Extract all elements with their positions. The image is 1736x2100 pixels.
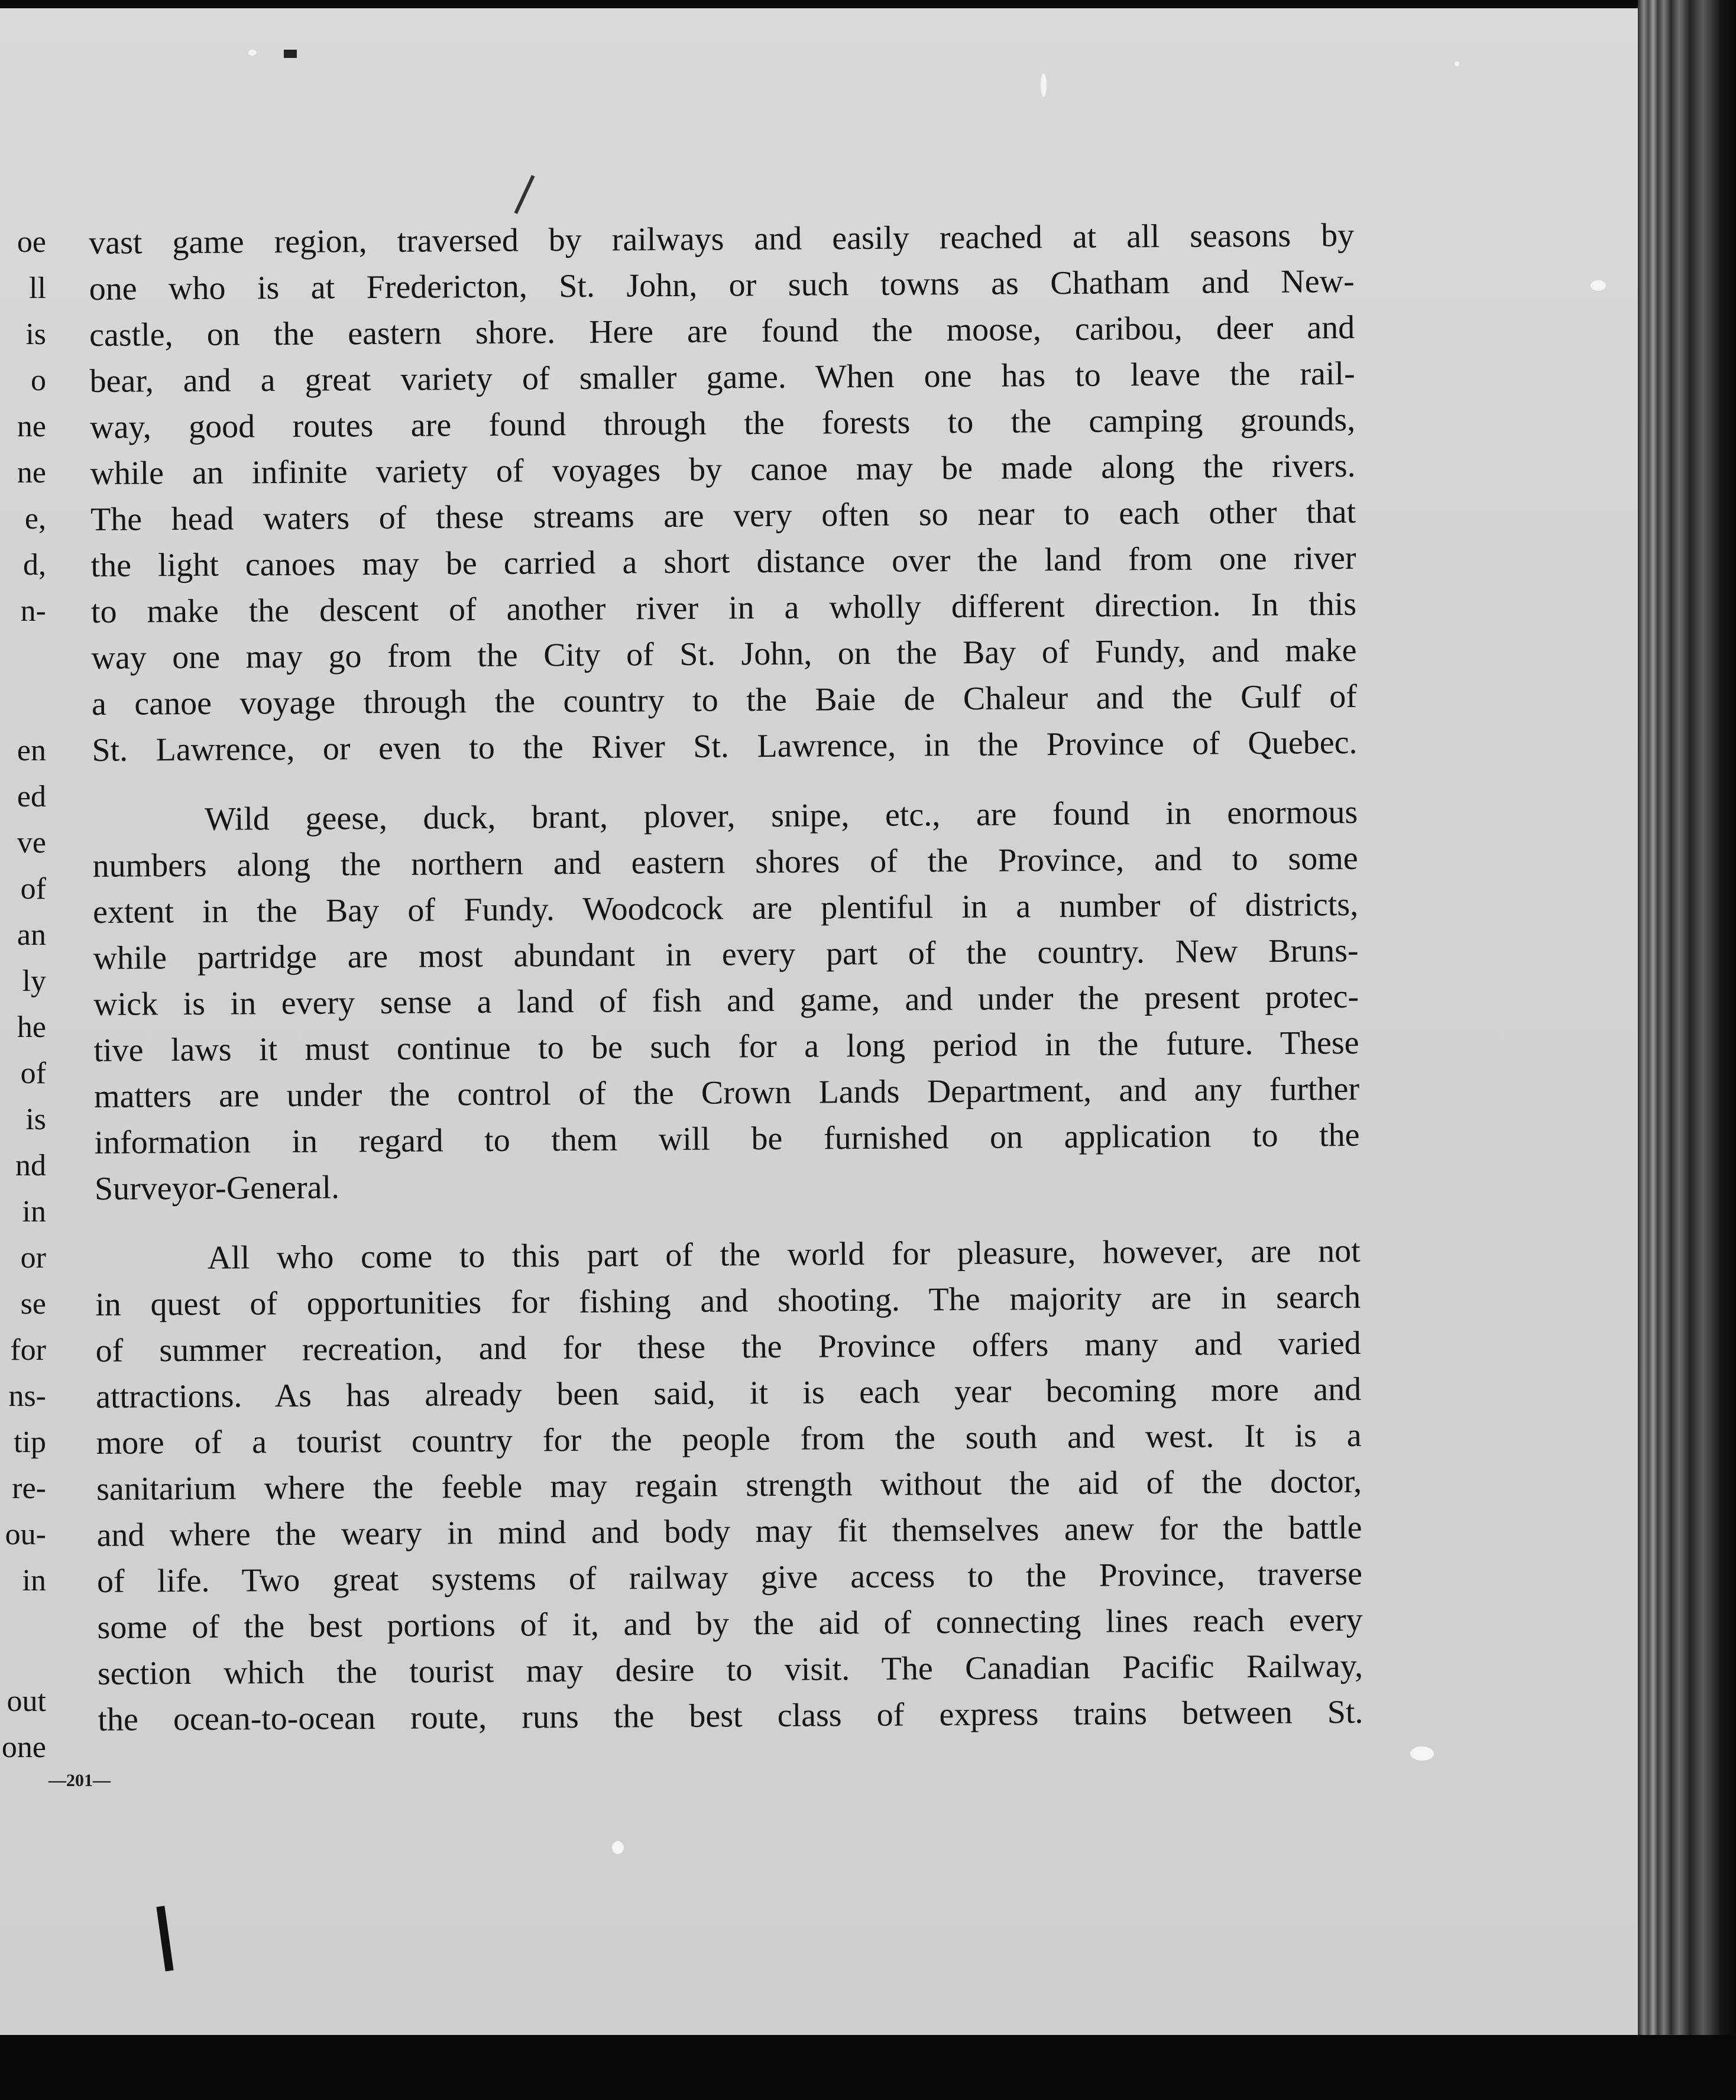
text-line: vast game region, traversed by railways and easily reached at all seasons by	[89, 216, 1355, 261]
paragraph	[89, 212, 1358, 773]
left-fragment: out	[7, 1684, 46, 1718]
left-fragment: he	[17, 1010, 46, 1044]
left-fragment: e,	[24, 502, 46, 536]
body-text	[89, 212, 1363, 1743]
left-fragment: d,	[23, 548, 46, 582]
left-fragment: o	[31, 364, 46, 397]
text-line: more of a tourist country for the people from the south and west. It is a	[96, 1417, 1362, 1461]
paper-speck	[1591, 280, 1606, 291]
text-line: extent in the Bay of Fundy. Woodcock are plentiful in a number of districts,	[92, 886, 1359, 931]
text-line: attractions. As has already been said, it is each year becoming more and	[95, 1370, 1362, 1415]
book-binding-edge	[1638, 0, 1736, 2100]
text-line: and where the weary in mind and body may fit themselves anew for the battle	[96, 1509, 1362, 1554]
left-fragment: an	[17, 918, 46, 952]
left-fragment: nd	[15, 1149, 46, 1182]
left-fragment: n-	[20, 594, 46, 628]
text-line: Wild geese, duck, brant, plover, snipe, etc., are found in enormous	[205, 793, 1358, 838]
text-line: while partridge are most abundant in every part of the country. New Bruns-	[93, 932, 1359, 977]
text-line: the ocean-to-ocean route, runs the best class of express trains between St.	[98, 1693, 1363, 1738]
text-line: numbers along the northern and eastern shores of the Province, and to some	[92, 840, 1358, 884]
page-number: —201—	[48, 1771, 111, 1790]
left-fragment: ll	[29, 271, 46, 305]
left-fragment: of	[20, 1057, 46, 1090]
left-fragment: in	[22, 1195, 46, 1229]
left-fragment: en	[17, 734, 46, 767]
paragraph	[95, 1228, 1363, 1743]
paragraph	[92, 789, 1360, 1212]
text-line: one who is at Fredericton, St. John, or such towns as Chatham and New-	[89, 262, 1355, 307]
text-line: information in regard to them will be furnished on application to the	[94, 1116, 1360, 1161]
left-fragment: in	[22, 1564, 46, 1597]
text-line: while an infinite variety of voyages by canoe may be made along the rivers.	[90, 447, 1356, 492]
left-fragment: ly	[22, 964, 46, 998]
text-line: to make the descent of another river in a wholly different direction. In this	[90, 585, 1357, 630]
paper-speck	[1410, 1746, 1434, 1761]
text-line: way, good routes are found through the forests to the camping grounds,	[89, 401, 1356, 446]
paper-speck	[1041, 73, 1047, 97]
ink-mark	[514, 175, 535, 214]
text-line: of summer recreation, and for these the Province offers many and varied	[95, 1324, 1361, 1369]
left-fragment: is	[25, 317, 46, 351]
text-line: wick is in every sense a land of fish and game, and under the present protec-	[93, 978, 1359, 1023]
left-fragment: or	[20, 1241, 46, 1275]
text-line: tive laws it must continue to be such for a long period in the future. These	[93, 1024, 1359, 1069]
left-page-text-fragments	[0, 225, 59, 1785]
paper-speck	[248, 50, 257, 56]
text-line: St. Lawrence, or even to the River St. Lawrence, in the Province of Quebec.	[92, 724, 1358, 769]
left-fragment: oe	[17, 225, 46, 259]
left-fragment: re-	[12, 1472, 46, 1505]
text-line: a canoe voyage through the country to the Baie de Chaleur and the Gulf of	[91, 678, 1358, 722]
text-line: some of the best portions of it, and by the aid of connecting lines reach every	[97, 1601, 1363, 1646]
text-line: The head waters of these streams are very often so near to each other that	[90, 493, 1356, 538]
paper-speck	[612, 1841, 624, 1854]
left-fragment: ns-	[8, 1379, 46, 1413]
left-fragment: se	[20, 1287, 46, 1321]
left-fragment: of	[20, 872, 46, 906]
left-fragment: for	[10, 1333, 46, 1367]
left-fragment: is	[25, 1103, 46, 1136]
left-fragment: ou-	[5, 1518, 46, 1551]
left-fragment: ne	[17, 456, 46, 490]
text-line: Surveyor-General.	[94, 1169, 340, 1207]
ink-mark	[284, 50, 297, 58]
text-line: bear, and a great variety of smaller game. When one has to leave the rail-	[89, 355, 1355, 400]
text-line: matters are under the control of the Crown Lands Department, and any further	[93, 1070, 1360, 1115]
text-line: All who come to this part of the world for pleasure, however, are not	[207, 1232, 1361, 1276]
ink-mark	[156, 1906, 173, 1972]
text-line: castle, on the eastern shore. Here are found the moose, caribou, deer and	[89, 309, 1355, 354]
text-line: in quest of opportunities for fishing and shooting. The majority are in search	[95, 1278, 1361, 1323]
left-fragment: tip	[14, 1425, 46, 1459]
text-line: of life. Two great systems of railway give access to the Province, traverse	[96, 1555, 1363, 1600]
text-line: section which the tourist may desire to visit. The Canadian Pacific Railway,	[97, 1647, 1363, 1692]
left-fragment: ve	[17, 826, 46, 860]
left-fragment: ne	[17, 410, 46, 443]
left-fragment: ed	[17, 780, 46, 814]
text-line: way one may go from the City of St. John, on the Bay of Fundy, and make	[91, 631, 1357, 676]
scan-bottom-edge	[0, 2035, 1736, 2100]
text-line: the light canoes may be carried a short distance over the land from one river	[90, 539, 1356, 584]
paper-speck	[1455, 61, 1459, 66]
text-line: sanitarium where the feeble may regain strength without the aid of the doctor,	[96, 1463, 1362, 1508]
left-fragment: one	[1, 1730, 46, 1764]
